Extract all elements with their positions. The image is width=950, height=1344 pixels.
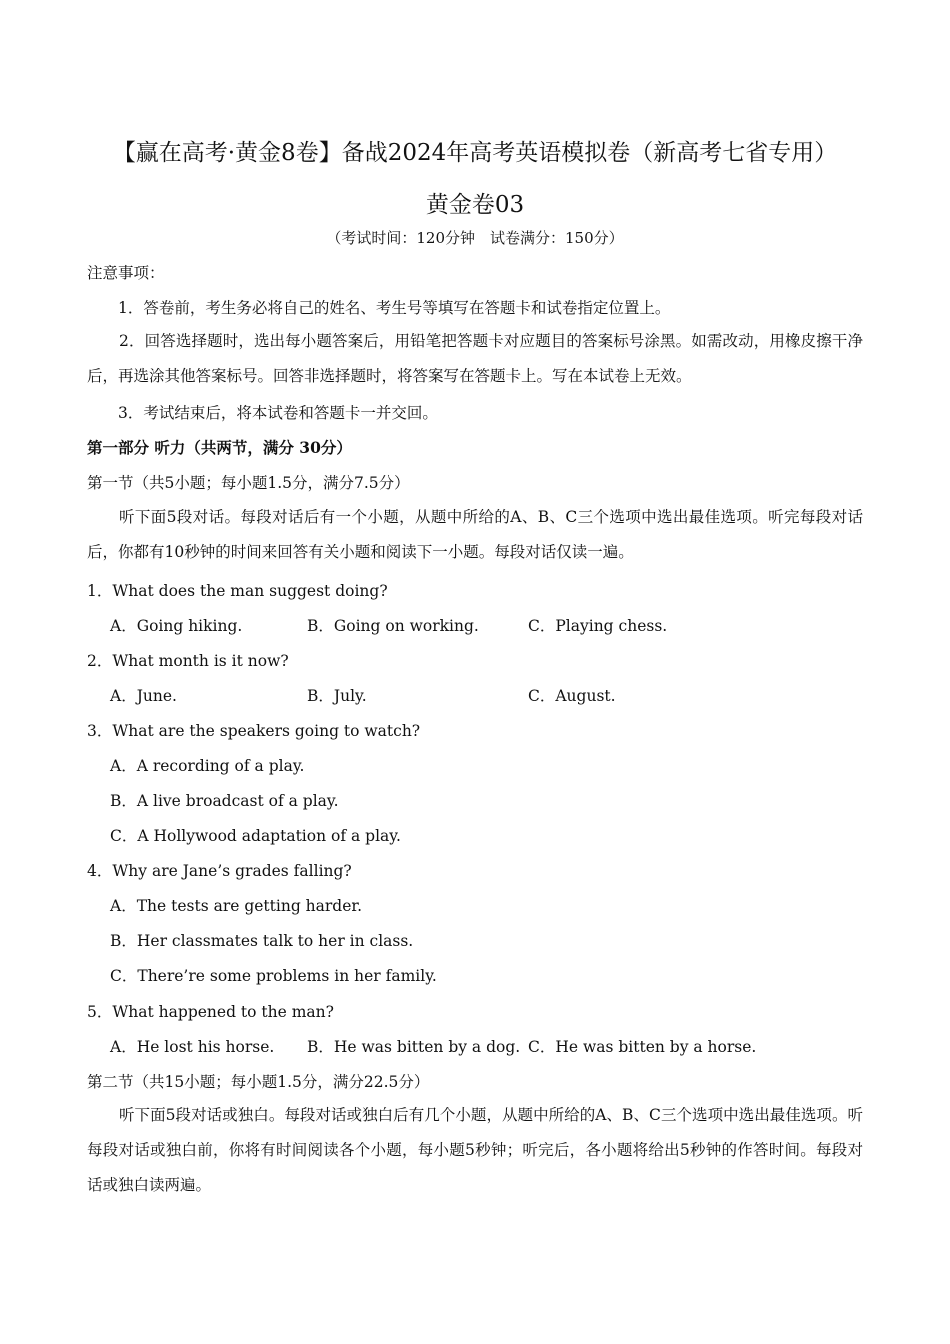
question-3-option-c: C．A Hollywood adaptation of a play. <box>110 827 401 845</box>
question-2-option-c: C．August. <box>528 687 616 705</box>
note-item-2: 2．回答选择题时，选出每小题答案后，用铅笔把答题卡对应题目的答案标号涂黑。如需改动，用橡皮擦干净后，再选涂其他答案标号。回答非选择题时，将答案写在答题卡上。写在本试卷上无效。 <box>87 332 863 385</box>
question-5-stem: 5．What happened to the man? <box>87 1003 334 1021</box>
question-4-option-a: A．The tests are getting harder. <box>110 897 363 915</box>
question-3-option-b: B．A live broadcast of a play. <box>110 792 339 810</box>
question-4-option-b: B．Her classmates talk to her in class. <box>110 932 414 950</box>
question-5-option-b: B．He was bitten by a dog. <box>307 1038 521 1056</box>
exam-info: （考试时间：120分钟 试卷满分：150分） <box>326 229 624 247</box>
question-5-option-c: C．He was bitten by a horse. <box>528 1038 757 1056</box>
section2-instructions: 听下面5段对话或独白。每段对话或独白后有几个小题，从题中所给的A、B、C三个选项中选出最佳选项。听每段对话或独白前，你将有时间阅读各个小题，每小题5秒钟；听完后，各小题将给出5秒钟的作答时间。每段对话或独白读两遍。 <box>87 1106 863 1194</box>
question-2-option-b: B．July. <box>307 687 367 705</box>
question-2-option-a: A．June. <box>110 687 177 705</box>
question-2-stem: 2．What month is it now? <box>87 652 289 670</box>
notes-heading: 注意事项： <box>87 264 165 282</box>
question-5-option-a: A．He lost his horse. <box>110 1038 275 1056</box>
question-4-stem: 4．Why are Jane’s grades falling? <box>87 862 352 880</box>
section2-heading: 第二节（共15小题；每小题1.5分，满分22.5分） <box>87 1073 430 1091</box>
section1-instructions: 听下面5段对话。每段对话后有一个小题，从题中所给的A、B、C三个选项中选出最佳选项。听完每段对话后，你都有10秒钟的时间来回答有关小题和阅读下一小题。每段对话仅读一遍。 <box>87 508 863 561</box>
question-1-option-b: B．Going on working. <box>307 617 479 635</box>
section1-heading: 第一节（共5小题；每小题1.5分，满分7.5分） <box>87 474 410 492</box>
question-1-stem: 1．What does the man suggest doing? <box>87 582 388 600</box>
question-1-option-a: A．Going hiking. <box>110 617 243 635</box>
note-item-1: 1．答卷前，考生务必将自己的姓名、考生号等填写在答题卡和试卷指定位置上。 <box>118 299 671 317</box>
part1-heading: 第一部分 听力（共两节，满分 30分） <box>87 438 352 457</box>
question-3-option-a: A．A recording of a play. <box>110 757 305 775</box>
note-item-3: 3．考试结束后，将本试卷和答题卡一并交回。 <box>118 404 438 422</box>
paper-subtitle: 黄金卷03 <box>425 192 525 218</box>
question-4-option-c: C．There’re some problems in her family. <box>110 967 437 985</box>
question-3-stem: 3．What are the speakers going to watch? <box>87 722 421 740</box>
exam-title: 【赢在高考·黄金8卷】备战2024年高考英语模拟卷（新高考七省专用） <box>112 140 838 166</box>
question-1-option-c: C．Playing chess. <box>528 617 668 635</box>
